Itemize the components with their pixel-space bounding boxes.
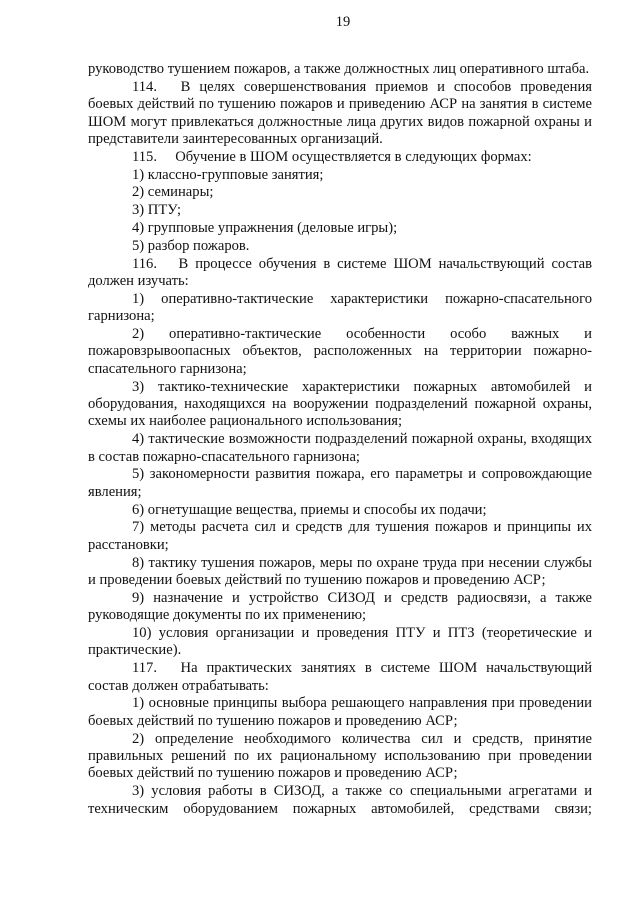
paragraph: 115. Обучение в ШОМ осуществляется в следующих формах: (132, 148, 532, 165)
paragraph: 117. На практических занятиях в системе ШОМ начальствующий состав должен отрабатывать: (88, 660, 592, 694)
paragraph: 2) оперативно-тактические особенности особо важных и пожаровзрывоопасных объектов, расположенных на территории пожарно-спасательного гарнизона; (88, 326, 592, 377)
paragraph: 116. В процессе обучения в системе ШОМ начальствующий состав должен изучать: (88, 255, 592, 289)
paragraph: 8) тактику тушения пожаров, меры по охране труда при несении службы и проведении боевых действий по тушению пожаров и проведению АСР; (88, 554, 592, 589)
paragraph: 1) основные принципы выбора решающего направления при проведении боевых действий по тушению пожаров и проведению АСР; (88, 695, 592, 729)
paragraph: 10) условия организации и проведения ПТУ и ПТЗ (теоретические и практические). (88, 625, 592, 659)
paragraph: 2) семинары; (132, 184, 214, 201)
paragraph: 4) групповые упражнения (деловые игры); (132, 220, 398, 236)
paragraph: 1) классно-групповые занятия; (132, 166, 324, 183)
paragraph: 3) условия работы в СИЗОД, а также со специальными агрегатами и техническим оборудованием пожарных автомобилей, средствами связи; (88, 783, 592, 817)
paragraph: 5) разбор пожаров. (132, 237, 250, 254)
paragraph: 114. В целях совершенствования приемов и способов проведения боевых действий по тушению пожаров и приведению АСР на занятия в системе ШОМ могут привлекаться должностные лица других видов пожарной охраны и представители заинтересованных организаций. (88, 78, 592, 148)
document-body (88, 61, 592, 818)
paragraph: 3) тактико-технические характеристики пожарных автомобилей и оборудования, находящихся на вооружении подразделений пожарной охраны, схемы их наиболее рационального использования; (88, 378, 592, 430)
paragraph: 9) назначение и устройство СИЗОД и средств радиосвязи, а также руководящие документы по их применению; (88, 589, 592, 624)
paragraph: 3) ПТУ; (132, 202, 182, 219)
page-number: 19 (335, 14, 351, 30)
paragraph: 4) тактические возможности подразделений пожарной охраны, входящих в состав пожарно-спасательного гарнизона; (88, 431, 592, 465)
paragraph: 5) закономерности развития пожара, его параметры и сопровождающие явления; (88, 466, 592, 500)
paragraph: 1) оперативно-тактические характеристики пожарно-спасательного гарнизона; (88, 290, 592, 325)
paragraph: 7) методы расчета сил и средств для тушения пожаров и принципы их расстановки; (88, 519, 592, 553)
paragraph: 6) огнетушащие вещества, приемы и способы их подачи; (132, 501, 487, 518)
paragraph: руководство тушением пожаров, а также должностных лиц оперативного штаба. (88, 61, 590, 77)
paragraph: 2) определение необходимого количества сил и средств, принятие правильных решений по их рациональному использованию при проведении боевых действий по тушению пожаров и проведению АСР; (88, 730, 592, 782)
